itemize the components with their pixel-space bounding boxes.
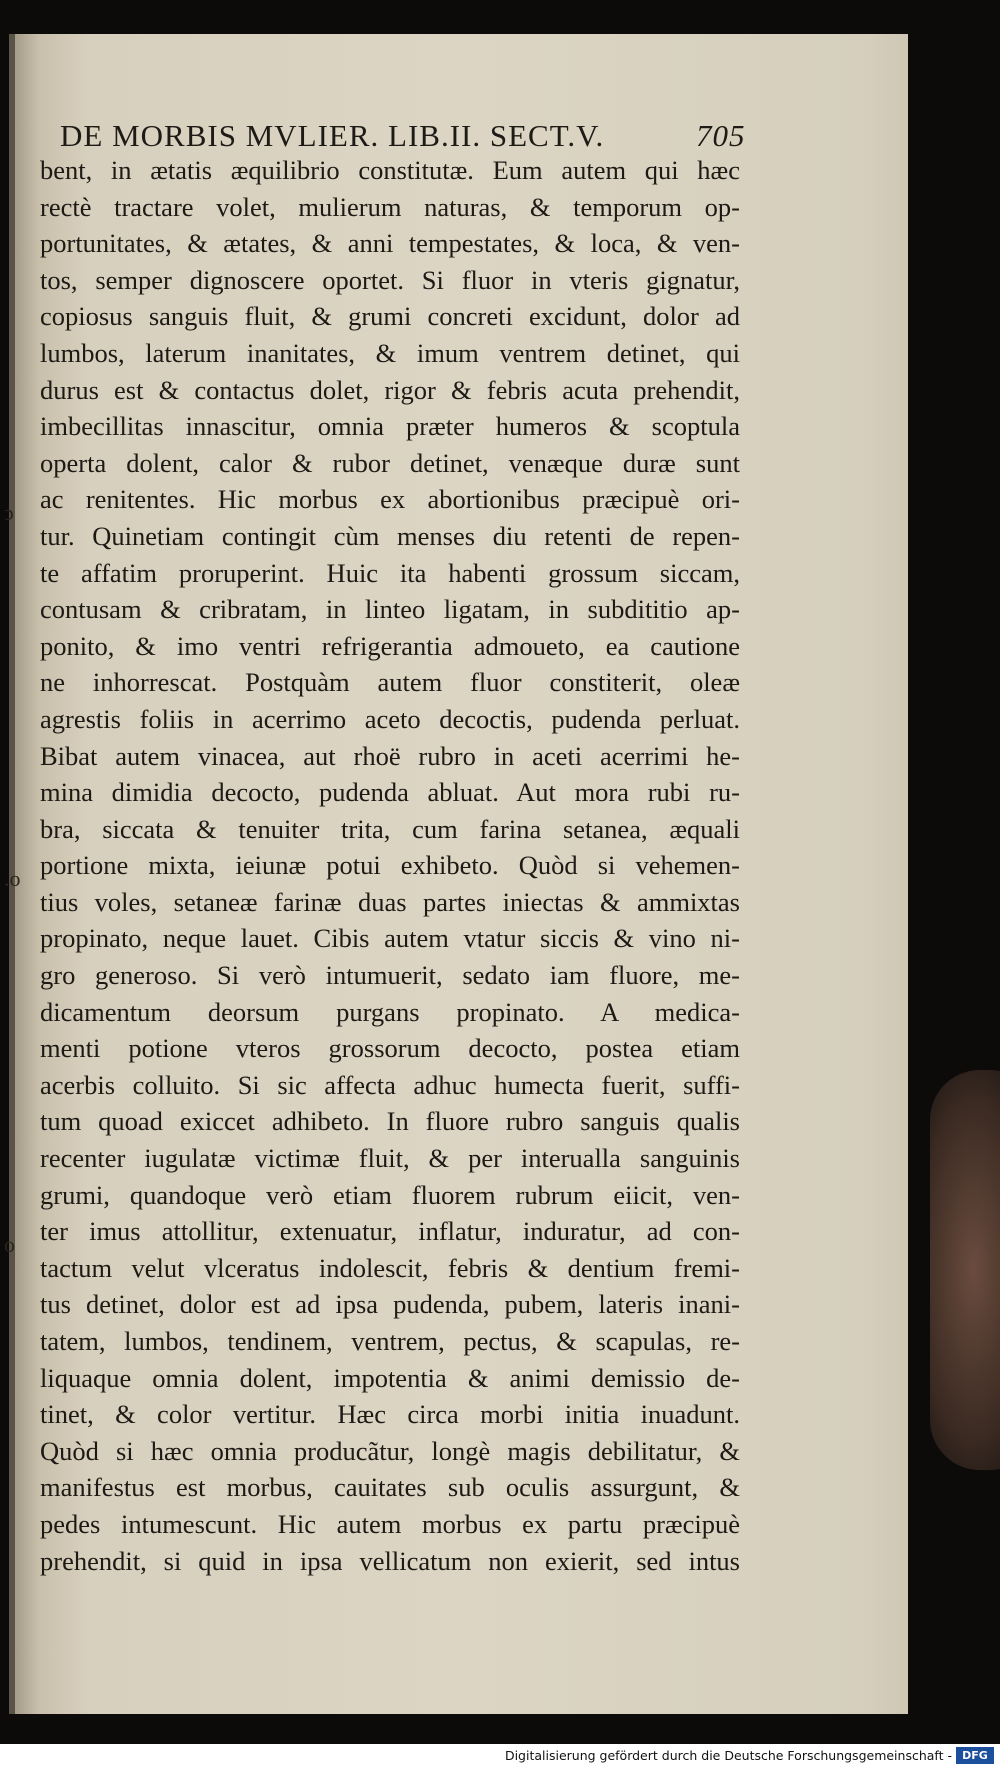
body-text xyxy=(40,152,740,1579)
text-line: operta dolent, calor & rubor detinet, venæque duræ sunt xyxy=(40,447,740,478)
margin-mark: ↄ xyxy=(4,500,14,525)
text-line: liquaque omnia dolent, impotentia & animi demissio de- xyxy=(40,1362,740,1393)
text-line: Bibat autem vinacea, aut rhoë rubro in aceti acerrimi he- xyxy=(40,740,740,771)
text-line: mina dimidia decocto, pudenda abluat. Aut mora rubi ru- xyxy=(40,777,740,808)
margin-mark: o xyxy=(4,1232,15,1257)
text-line: ne inhorrescat. Postquàm autem fluor constiterit, oleæ xyxy=(40,667,740,698)
text-line: tactum velut vlceratus indolescit, febris & dentium fremi- xyxy=(40,1252,740,1283)
text-line: durus est & contactus dolet, rigor & febris acuta prehendit, xyxy=(40,374,740,405)
funding-credit: Digitalisierung gefördert durch die Deutsche Forschungsgemeinschaft - xyxy=(504,1748,952,1763)
margin-mark: .o xyxy=(4,866,21,891)
text-line: manifestus est morbus, cauitates sub oculis assurgunt, & xyxy=(40,1472,740,1503)
text-line: tinet, & color vertitur. Hæc circa morbi initia inuadunt. xyxy=(40,1399,740,1430)
text-line: bent, in ætatis æquilibrio constitutæ. Eum autem qui hæc xyxy=(40,155,740,185)
text-line: pedes intumescunt. Hic autem morbus ex partu præcipuè xyxy=(40,1508,740,1539)
text-line: menti potione vteros grossorum decocto, postea etiam xyxy=(40,1033,740,1064)
text-line: tius voles, setaneæ farinæ duas partes iniectas & ammixtas xyxy=(40,886,740,917)
text-line: tum quoad exiccet adhibeto. In fluore rubro sanguis qualis xyxy=(40,1106,740,1137)
footer-bar xyxy=(0,1744,1000,1768)
text-line: agrestis foliis in acerrimo aceto decoctis, pudenda perluat. xyxy=(40,703,740,734)
text-line: ter imus attollitur, extenuatur, inflatur, induratur, ad con- xyxy=(40,1216,740,1247)
text-line: propinato, neque lauet. Cibis autem vtatur siccis & vino ni- xyxy=(40,923,740,954)
text-line: tus detinet, dolor est ad ipsa pudenda, pubem, lateris inani- xyxy=(40,1289,740,1320)
text-line: acerbis colluito. Si sic affecta adhuc humecta fuerit, suffi- xyxy=(40,1069,740,1100)
text-line: tur. Quinetiam contingit cùm menses diu retenti de repen- xyxy=(40,520,740,551)
dfg-logo: DFG xyxy=(956,1747,994,1764)
text-line: grumi, quandoque verò etiam fluorem rubrum eiicit, ven- xyxy=(40,1179,740,1210)
text-line: ac renitentes. Hic morbus ex abortionibus præcipuè ori- xyxy=(40,484,740,515)
text-line: lumbos, laterum inanitates, & imum ventrem detinet, qui xyxy=(40,337,740,368)
text-line: bra, siccata & tenuiter trita, cum farina setanea, æquali xyxy=(40,813,740,844)
text-line: rectè tractare volet, mulierum naturas, & temporum op- xyxy=(40,191,740,222)
text-line: Quòd si hæc omnia producãtur, longè magis debilitatur, & xyxy=(40,1435,740,1466)
text-line: tatem, lumbos, tendinem, ventrem, pectus, & scapulas, re- xyxy=(40,1326,740,1356)
text-line: portione mixta, ieiunæ potui exhibeto. Quòd si vehemen- xyxy=(40,850,740,881)
text-line: te affatim proruperint. Huic ita habenti grossum siccam, xyxy=(40,557,740,588)
text-line: prehendit, si quid in ipsa vellicatum non exierit, sed intus xyxy=(40,1545,740,1576)
text-line: ponito, & imo ventri refrigerantia admoueto, ea cautione xyxy=(40,630,740,661)
text-line: dicamentum deorsum purgans propinato. A medica- xyxy=(40,996,740,1027)
text-line: tos, semper dignoscere oportet. Si fluor in vteris gignatur, xyxy=(40,264,740,295)
text-line: recenter iugulatæ victimæ fluit, & per interualla sanguinis xyxy=(40,1143,740,1174)
text-line: gro generoso. Si verò intumuerit, sedato iam fluore, me- xyxy=(40,960,740,991)
text-line: portunitates, & ætates, & anni tempestates, & loca, & ven- xyxy=(40,228,740,259)
page-number: 705 xyxy=(696,118,746,153)
text-line: imbecillitas innascitur, omnia præter humeros & scoptula xyxy=(40,411,740,442)
text-line: contusam & cribratam, in linteo ligatam, in subdititio ap- xyxy=(40,594,740,625)
running-head xyxy=(60,118,746,154)
text-line: copiosus sanguis fluit, & grumi concreti excidunt, dolor ad xyxy=(40,301,740,332)
thumb-in-scan xyxy=(930,1070,1000,1470)
running-head-title: DE MORBIS MVLIER. LIB.II. SECT.V. xyxy=(60,118,605,153)
